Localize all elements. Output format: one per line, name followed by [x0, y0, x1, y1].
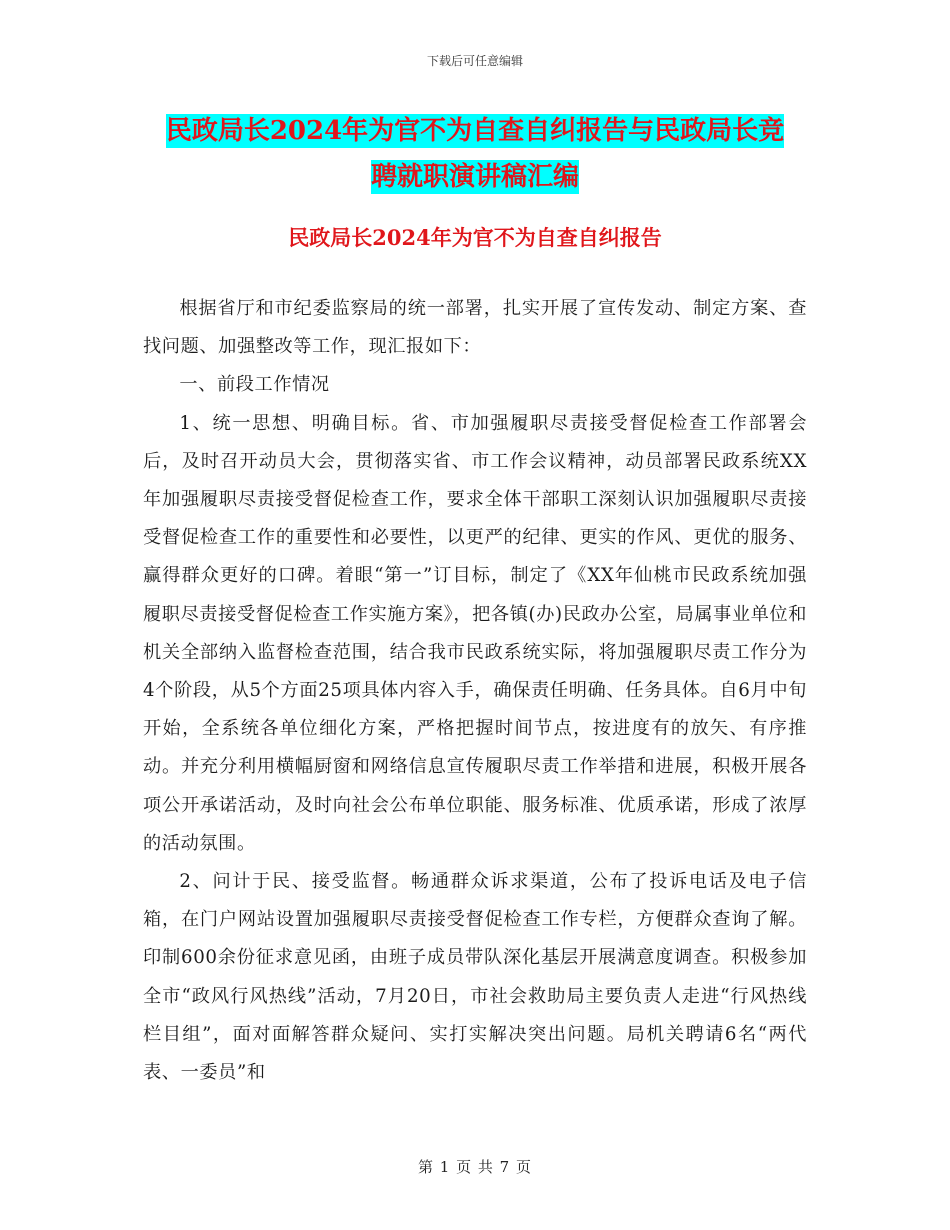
paragraph-1: 1、统一思想、明确目标。省、市加强履职尽责接受督促检查工作部署会后，及时召开动员大会，贯彻落实省、市工作会议精神，动员部署民政系统XX年加强履职尽责接受督促检查工作，要求全体干部职工深刻认识加强履职尽责接受督促检查工作的重要性和必要性，以更严的纪律、更实的作风、更优的服务、赢得群众更好的口碑。着眼“第一”订目标，制定了《XX年仙桃市民政系统加强履职尽责接受督促检查工作实施方案》，把各镇(办)民政办公室，局属事业单位和机关全部纳入监督检查范围，结合我市民政系统实际，将加强履职尽责工作分为4个阶段，从5个方面25项具体内容入手，确保责任明确、任务具体。自6月中旬开始，全系统各单位细化方案，严格把握时间节点，按进度有的放矢、有序推动。并充分利用横幅厨窗和网络信息宣传履职尽责工作举措和进展，积极开展各项公开承诺活动，及时向社会公布单位职能、服务标准、优质承诺，形成了浓厚的活动氛围。	[143, 412, 807, 854]
document-title	[140, 108, 810, 200]
paragraph-heading: 一、前段工作情况	[179, 374, 330, 396]
paragraph-intro: 根据省厅和市纪委监察局的统一部署，扎实开展了宣传发动、制定方案、查找问题、加强整改等工作，现汇报如下：	[143, 298, 807, 358]
paragraph-2: 2、问计于民、接受监督。畅通群众诉求渠道，公布了投诉电话及电子信箱，在门户网站设置加强履职尽责接受督促检查工作专栏，方便群众查询了解。印制600余份征求意见函，由班子成员带队深化基层开展满意度调查。积极参加全市“政风行风热线”活动，7月20日，市社会救助局主要负责人走进“行风热线栏目组”，面对面解答群众疑问、实打实解决突出问题。局机关聘请6名“两代表、一委员”和	[143, 871, 807, 1084]
document-body	[143, 290, 807, 1092]
page-number: 第 1 页 共 7 页	[418, 1158, 532, 1176]
section-title: 民政局长2024年为官不为自查自纠报告	[288, 225, 662, 250]
header-note: 下载后可任意编辑	[426, 54, 523, 68]
title-line-2: 聘就职演讲稿汇编	[370, 162, 579, 192]
title-line-1: 民政局长2024年为官不为自查自纠报告与民政局长竞	[165, 116, 785, 146]
